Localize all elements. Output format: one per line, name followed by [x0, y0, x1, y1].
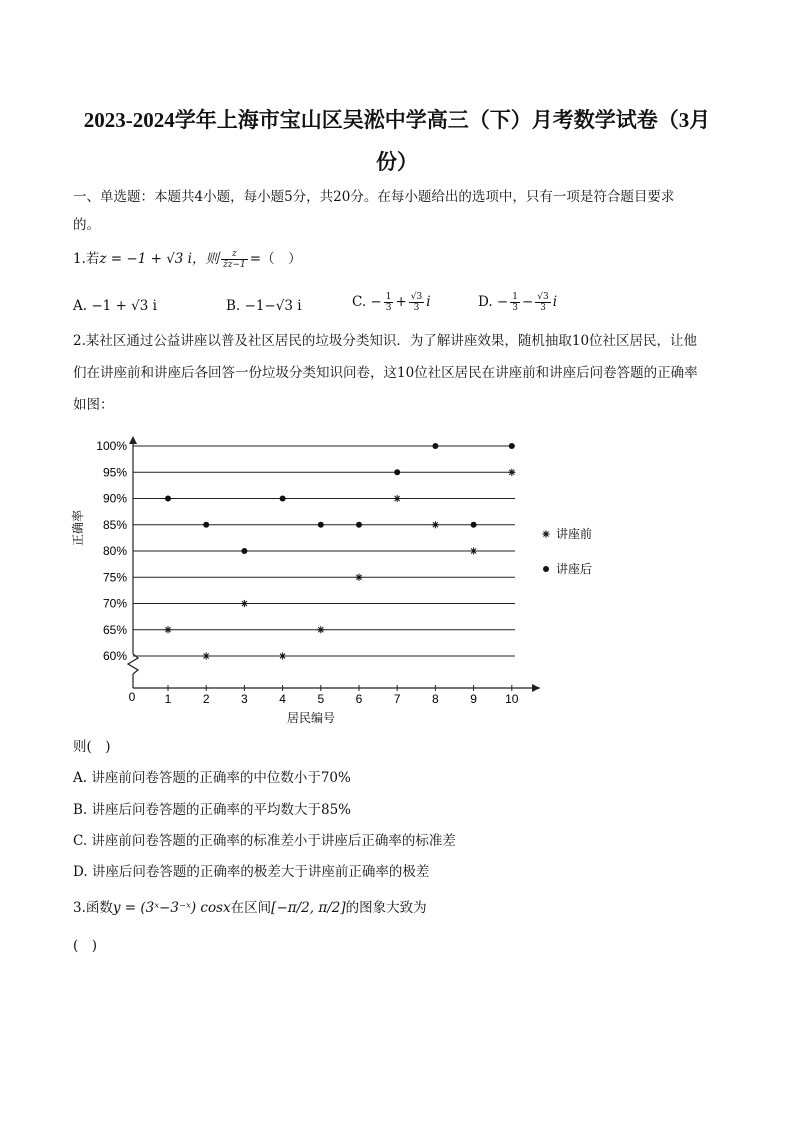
- legend-marker-before: [542, 530, 549, 537]
- q1-option-b: B. −1−√3 i: [226, 298, 302, 314]
- q1-c-f1-num: 1: [385, 292, 392, 302]
- q3-suffix: 的图象大致为: [345, 900, 427, 916]
- q1-suffix: =（ ）: [249, 251, 302, 267]
- q3-expr: y = (3ˣ−3⁻ˣ) cosx: [112, 900, 231, 916]
- x-tick-label: 9: [470, 692, 477, 706]
- q3-interval: [−π/2, π/2]: [271, 900, 346, 916]
- q1-c-f1-den: 3: [385, 303, 392, 313]
- q2-option-c: C. 讲座前问卷答题的正确率的标准差小于讲座后正确率的标准差: [73, 833, 456, 849]
- q1-frac-num: z: [221, 249, 248, 260]
- before-lecture-point: [470, 547, 477, 554]
- before-lecture-point: [317, 626, 324, 633]
- q1-d-frac2: [535, 292, 550, 313]
- chart-tick-labels: [96, 439, 518, 706]
- after-lecture-point: [432, 443, 438, 449]
- question-2-line3: 如图：: [73, 397, 114, 413]
- q2-option-a: A. 讲座前问卷答题的正确率的中位数小于70%: [73, 770, 351, 786]
- x-tick-label: 2: [202, 692, 210, 706]
- after-lecture-point: [509, 443, 515, 449]
- before-lecture-point: [355, 574, 362, 581]
- q1-c-f2-den: 3: [413, 303, 420, 313]
- before-lecture-point: [279, 652, 286, 659]
- section-instruction-line2: 的。: [73, 217, 100, 233]
- q1-d-f2-num: √3: [537, 292, 549, 302]
- q1-prefix: 1.若: [73, 251, 100, 267]
- before-lecture-point: [203, 652, 210, 659]
- x-axis-label: 居民编号: [286, 711, 336, 725]
- after-lecture-point: [165, 496, 171, 502]
- legend-marker-after: [543, 566, 549, 572]
- y-tick-label: 100%: [96, 439, 127, 453]
- q1-d-f1-num: 1: [512, 292, 518, 302]
- y-tick-label: 95%: [102, 465, 127, 480]
- y-tick-label: 80%: [102, 544, 127, 558]
- x-axis-arrow: [532, 684, 540, 692]
- q1-c-frac2: [409, 292, 424, 313]
- q1-option-c: [352, 292, 431, 313]
- q1-expr: z = −1 + √3 i，则: [99, 251, 219, 267]
- y-axis-label: 正确率: [71, 509, 85, 547]
- after-lecture-point: [471, 522, 477, 528]
- q1-c-f2-num: √3: [410, 292, 423, 302]
- after-lecture-point: [318, 522, 324, 528]
- q1-d-mid: −: [521, 294, 534, 310]
- chart-gridlines: [133, 446, 515, 656]
- origin-label: 0: [128, 690, 136, 704]
- q1-option-d: [478, 292, 557, 313]
- x-tick-label: 10: [505, 692, 519, 706]
- x-tick-label: 7: [393, 692, 401, 706]
- after-lecture-point: [203, 522, 209, 528]
- q1-d-suffix: i: [552, 294, 558, 310]
- before-lecture-point: [432, 521, 439, 528]
- chart-axes: [128, 436, 540, 692]
- q1-d-prefix: D. −: [478, 294, 509, 310]
- x-tick-label: 1: [164, 692, 172, 706]
- y-tick-label: 70%: [102, 596, 127, 611]
- q1-d-f2-den: 3: [540, 303, 546, 313]
- x-tick-label: 4: [279, 692, 286, 706]
- exam-title-line2: 份）: [376, 150, 418, 174]
- q1-option-a: A. −1 + √3 i: [73, 298, 157, 314]
- question-2-prompt: 则( ): [73, 739, 111, 755]
- before-lecture-point: [241, 600, 248, 607]
- q1-frac-den: z̄z−1: [223, 260, 246, 270]
- after-lecture-point: [241, 548, 247, 554]
- y-tick-label: 65%: [102, 622, 127, 637]
- q1-c-frac1: [384, 292, 394, 313]
- q1-fraction: [221, 249, 248, 270]
- question-2-line1: 2.某社区通过公益讲座以普及社区居民的垃圾分类知识．为了解讲座效果，随机抽取10位社区居民，让他: [73, 333, 698, 349]
- y-axis-break: [128, 654, 138, 674]
- question-3-stem: [73, 898, 723, 918]
- q2-option-d: D. 讲座后问卷答题的正确率的极差大于讲座前正确率的极差: [73, 864, 430, 880]
- section-instruction-line1: 一、单选题：本题共4小题，每小题5分，共20分。在每小题给出的选项中，只有一项是符合题目要求: [73, 189, 675, 205]
- x-tick-label: 8: [432, 692, 439, 706]
- after-lecture-point: [356, 522, 362, 528]
- before-lecture-point: [164, 626, 171, 633]
- x-tick-label: 5: [317, 692, 325, 706]
- question-3-answer-paren: ( ): [73, 938, 98, 954]
- accuracy-scatter-chart: [70, 428, 630, 738]
- y-tick-label: 85%: [102, 517, 127, 532]
- x-tick-label: 6: [355, 692, 363, 706]
- chart-legend: [542, 526, 592, 576]
- q2-option-b: B. 讲座后问卷答题的正确率的平均数大于85%: [73, 802, 352, 818]
- q1-c-mid: +: [395, 294, 407, 310]
- after-lecture-point: [280, 496, 286, 502]
- before-lecture-point: [508, 469, 515, 476]
- question-2-line2: 们在讲座前和讲座后各回答一份垃圾分类知识问卷，这10位社区居民在讲座前和讲座后问卷答题的正确率: [73, 365, 698, 381]
- y-tick-label: 90%: [102, 491, 127, 506]
- exam-title-line1: 2023-2024学年上海市宝山区吴淞中学高三（下）月考数学试卷（3月: [83, 108, 711, 132]
- after-lecture-point: [394, 469, 400, 475]
- x-tick-label: 3: [241, 692, 248, 706]
- legend-label-after: 讲座后: [556, 562, 593, 576]
- q1-c-prefix: C. −: [352, 294, 382, 310]
- y-axis-arrow: [129, 436, 137, 444]
- y-tick-label: 60%: [102, 649, 127, 663]
- legend-label-before: 讲座前: [556, 527, 593, 541]
- y-tick-label: 75%: [102, 570, 127, 585]
- q3-mid: 在区间: [230, 900, 272, 916]
- q1-d-frac1: [510, 292, 520, 313]
- question-1-stem: [73, 249, 723, 270]
- q1-c-suffix: i: [426, 294, 431, 310]
- q1-d-f1-den: 3: [512, 303, 518, 313]
- q3-prefix: 3.函数: [73, 900, 113, 916]
- before-lecture-point: [394, 495, 401, 502]
